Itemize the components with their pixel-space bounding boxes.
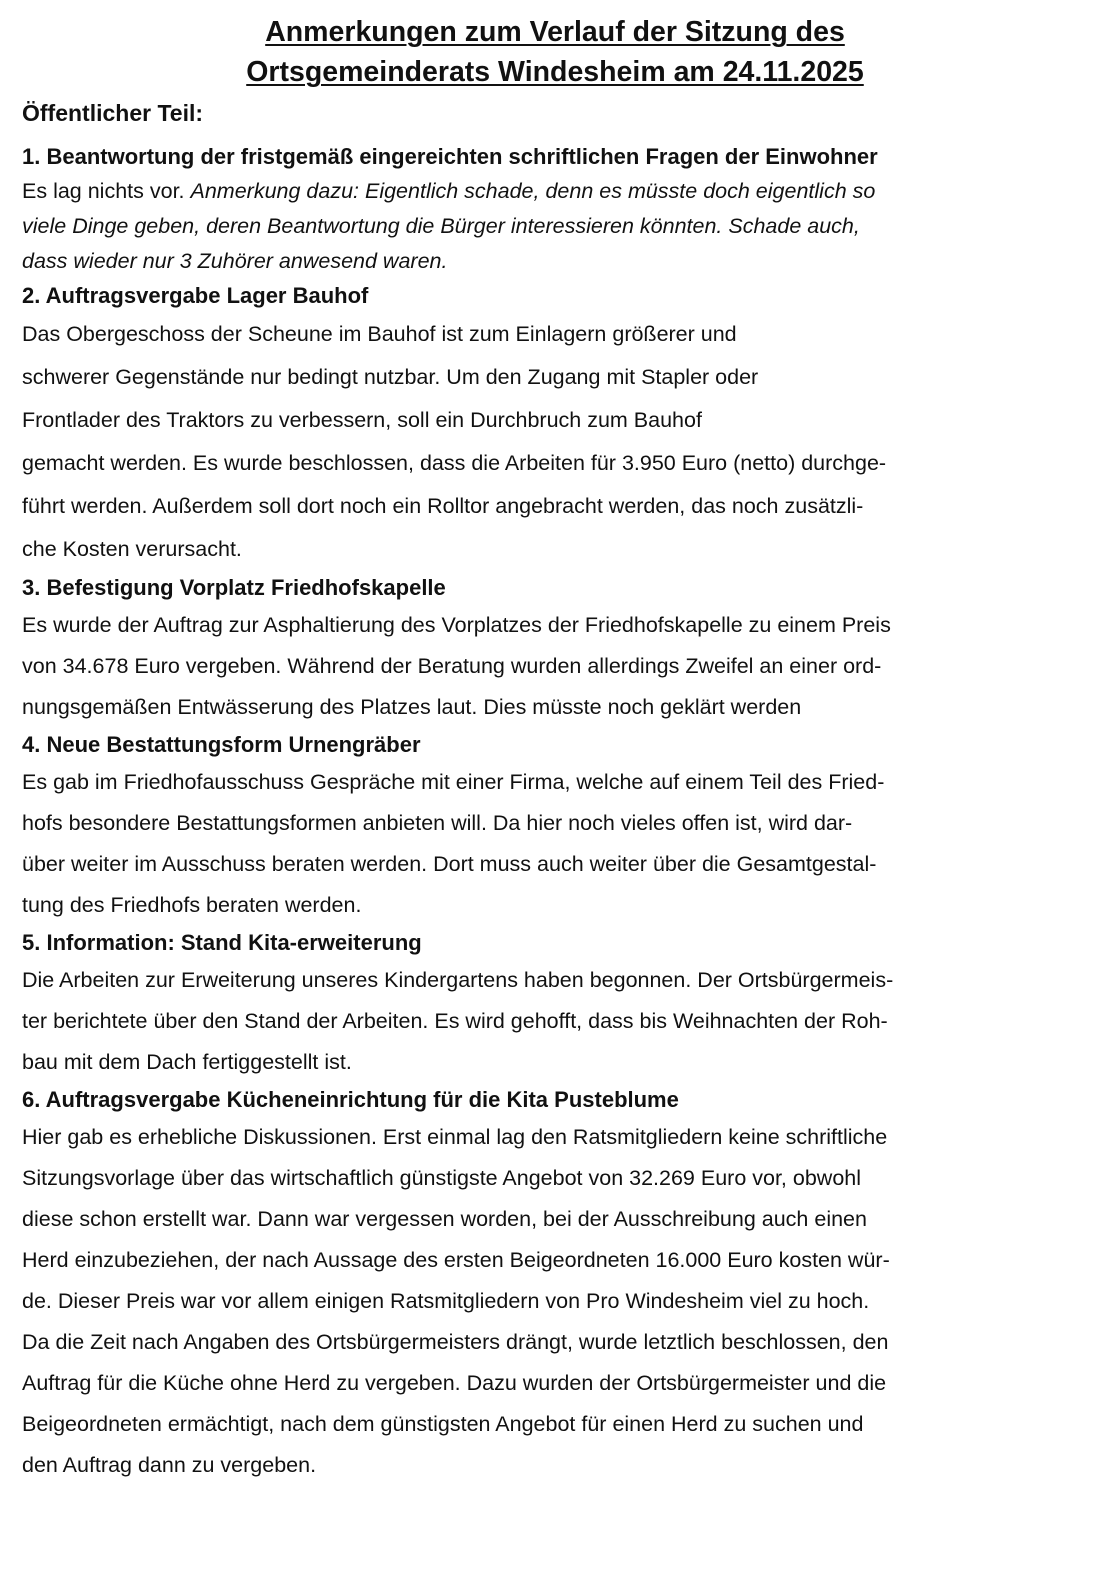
body-line: Das Obergeschoss der Scheune im Bauhof ist zum Einlagern größerer und [22,322,737,346]
body-line: Frontlader des Traktors zu verbessern, soll ein Durchbruch zum Bauhof [22,408,702,432]
section-6 [22,1083,1088,1486]
section-body [22,1117,1088,1486]
section-2 [22,279,1088,571]
body-line: über weiter im Ausschuss beraten werden. Dort muss auch weiter über die Gesamtgestal- [22,852,877,876]
section-body [22,313,1088,571]
body-line: bau mit dem Dach fertiggestellt ist. [22,1050,352,1074]
section-body [22,762,1088,926]
title-line-2: Ortsgemeinderats Windesheim am 24.11.2025 [246,56,864,88]
body-line: che Kosten verursacht. [22,537,242,561]
section-heading: 3. Befestigung Vorplatz Friedhofskapelle [22,575,446,600]
body-line: Es gab im Friedhofausschuss Gespräche mit einer Firma, welche auf einem Teil des Fried- [22,770,885,794]
section-1 [22,140,1088,279]
section-heading: 1. Beantwortung der fristgemäß eingereichten schriftlichen Fragen der Einwohner [22,144,878,169]
body-line: diese schon erstellt war. Dann war vergessen worden, bei der Ausschreibung auch einen [22,1207,867,1231]
body-line: de. Dieser Preis war vor allem einigen Ratsmitgliedern von Pro Windesheim viel zu hoch. [22,1289,870,1313]
section-5 [22,926,1088,1083]
body-line: tung des Friedhofs beraten werden. [22,893,362,917]
body-text: Es lag nichts vor. [22,179,191,203]
body-line: Da die Zeit nach Angaben des Ortsbürgermeisters drängt, wurde letztlich beschlossen, den [22,1330,889,1354]
body-line: ter berichtete über den Stand der Arbeiten. Es wird gehofft, dass bis Weihnachten der Roh- [22,1009,888,1033]
section-4 [22,728,1088,926]
remark-text: Anmerkung dazu: Eigentlich schade, denn es müsste doch eigentlich so [190,179,876,203]
section-body [22,605,1088,728]
body-line: Sitzungsvorlage über das wirtschaftlich günstigste Angebot von 32.269 Euro vor, obwohl [22,1166,862,1190]
remark-line: dass wieder nur 3 Zuhörer anwesend waren. [22,249,448,273]
section-3 [22,571,1088,728]
body-line: Auftrag für die Küche ohne Herd zu vergeben. Dazu wurden der Ortsbürgermeister und die [22,1371,887,1395]
body-line: Herd einzubeziehen, der nach Aussage des ersten Beigeordneten 16.000 Euro kosten wür- [22,1248,890,1272]
remark-line: viele Dinge geben, deren Beantwortung die Bürger interessieren könnten. Schade auch, [22,214,860,238]
body-line: schwerer Gegenstände nur bedingt nutzbar. Um den Zugang mit Stapler oder [22,365,759,389]
body-line: Es wurde der Auftrag zur Asphaltierung des Vorplatzes der Friedhofskapelle zu einem Preis [22,613,891,637]
body-line: führt werden. Außerdem soll dort noch ein Rolltor angebracht werden, das noch zusätzli- [22,494,864,518]
title-line-1: Anmerkungen zum Verlauf der Sitzung des [265,16,845,48]
section-body [22,960,1088,1083]
document-title [22,12,1088,92]
body-line: nungsgemäßen Entwässerung des Platzes laut. Dies müsste noch geklärt werden [22,695,802,719]
section-heading: 6. Auftragsvergabe Kücheneinrichtung für die Kita Pusteblume [22,1087,679,1112]
body-line: von 34.678 Euro vergeben. Während der Beratung wurden allerdings Zweifel an einer ord- [22,654,882,678]
public-part-heading: Öffentlicher Teil: [22,100,204,126]
body-line: hofs besondere Bestattungsformen anbieten will. Da hier noch vieles offen ist, wird dar- [22,811,853,835]
section-body [22,174,1088,279]
body-line: Die Arbeiten zur Erweiterung unseres Kindergartens haben begonnen. Der Ortsbürgermeis- [22,968,894,992]
body-line: Hier gab es erhebliche Diskussionen. Erst einmal lag den Ratsmitgliedern keine schriftliche [22,1125,888,1149]
body-line [22,174,1088,209]
section-heading: 2. Auftragsvergabe Lager Bauhof [22,283,369,308]
section-heading: 4. Neue Bestattungsform Urnengräber [22,732,421,757]
section-heading: 5. Information: Stand Kita-erweiterung [22,930,422,955]
body-line: gemacht werden. Es wurde beschlossen, dass die Arbeiten für 3.950 Euro (netto) durchge- [22,451,887,475]
body-line: den Auftrag dann zu vergeben. [22,1453,317,1477]
body-line: Beigeordneten ermächtigt, nach dem günstigsten Angebot für einen Herd zu suchen und [22,1412,864,1436]
